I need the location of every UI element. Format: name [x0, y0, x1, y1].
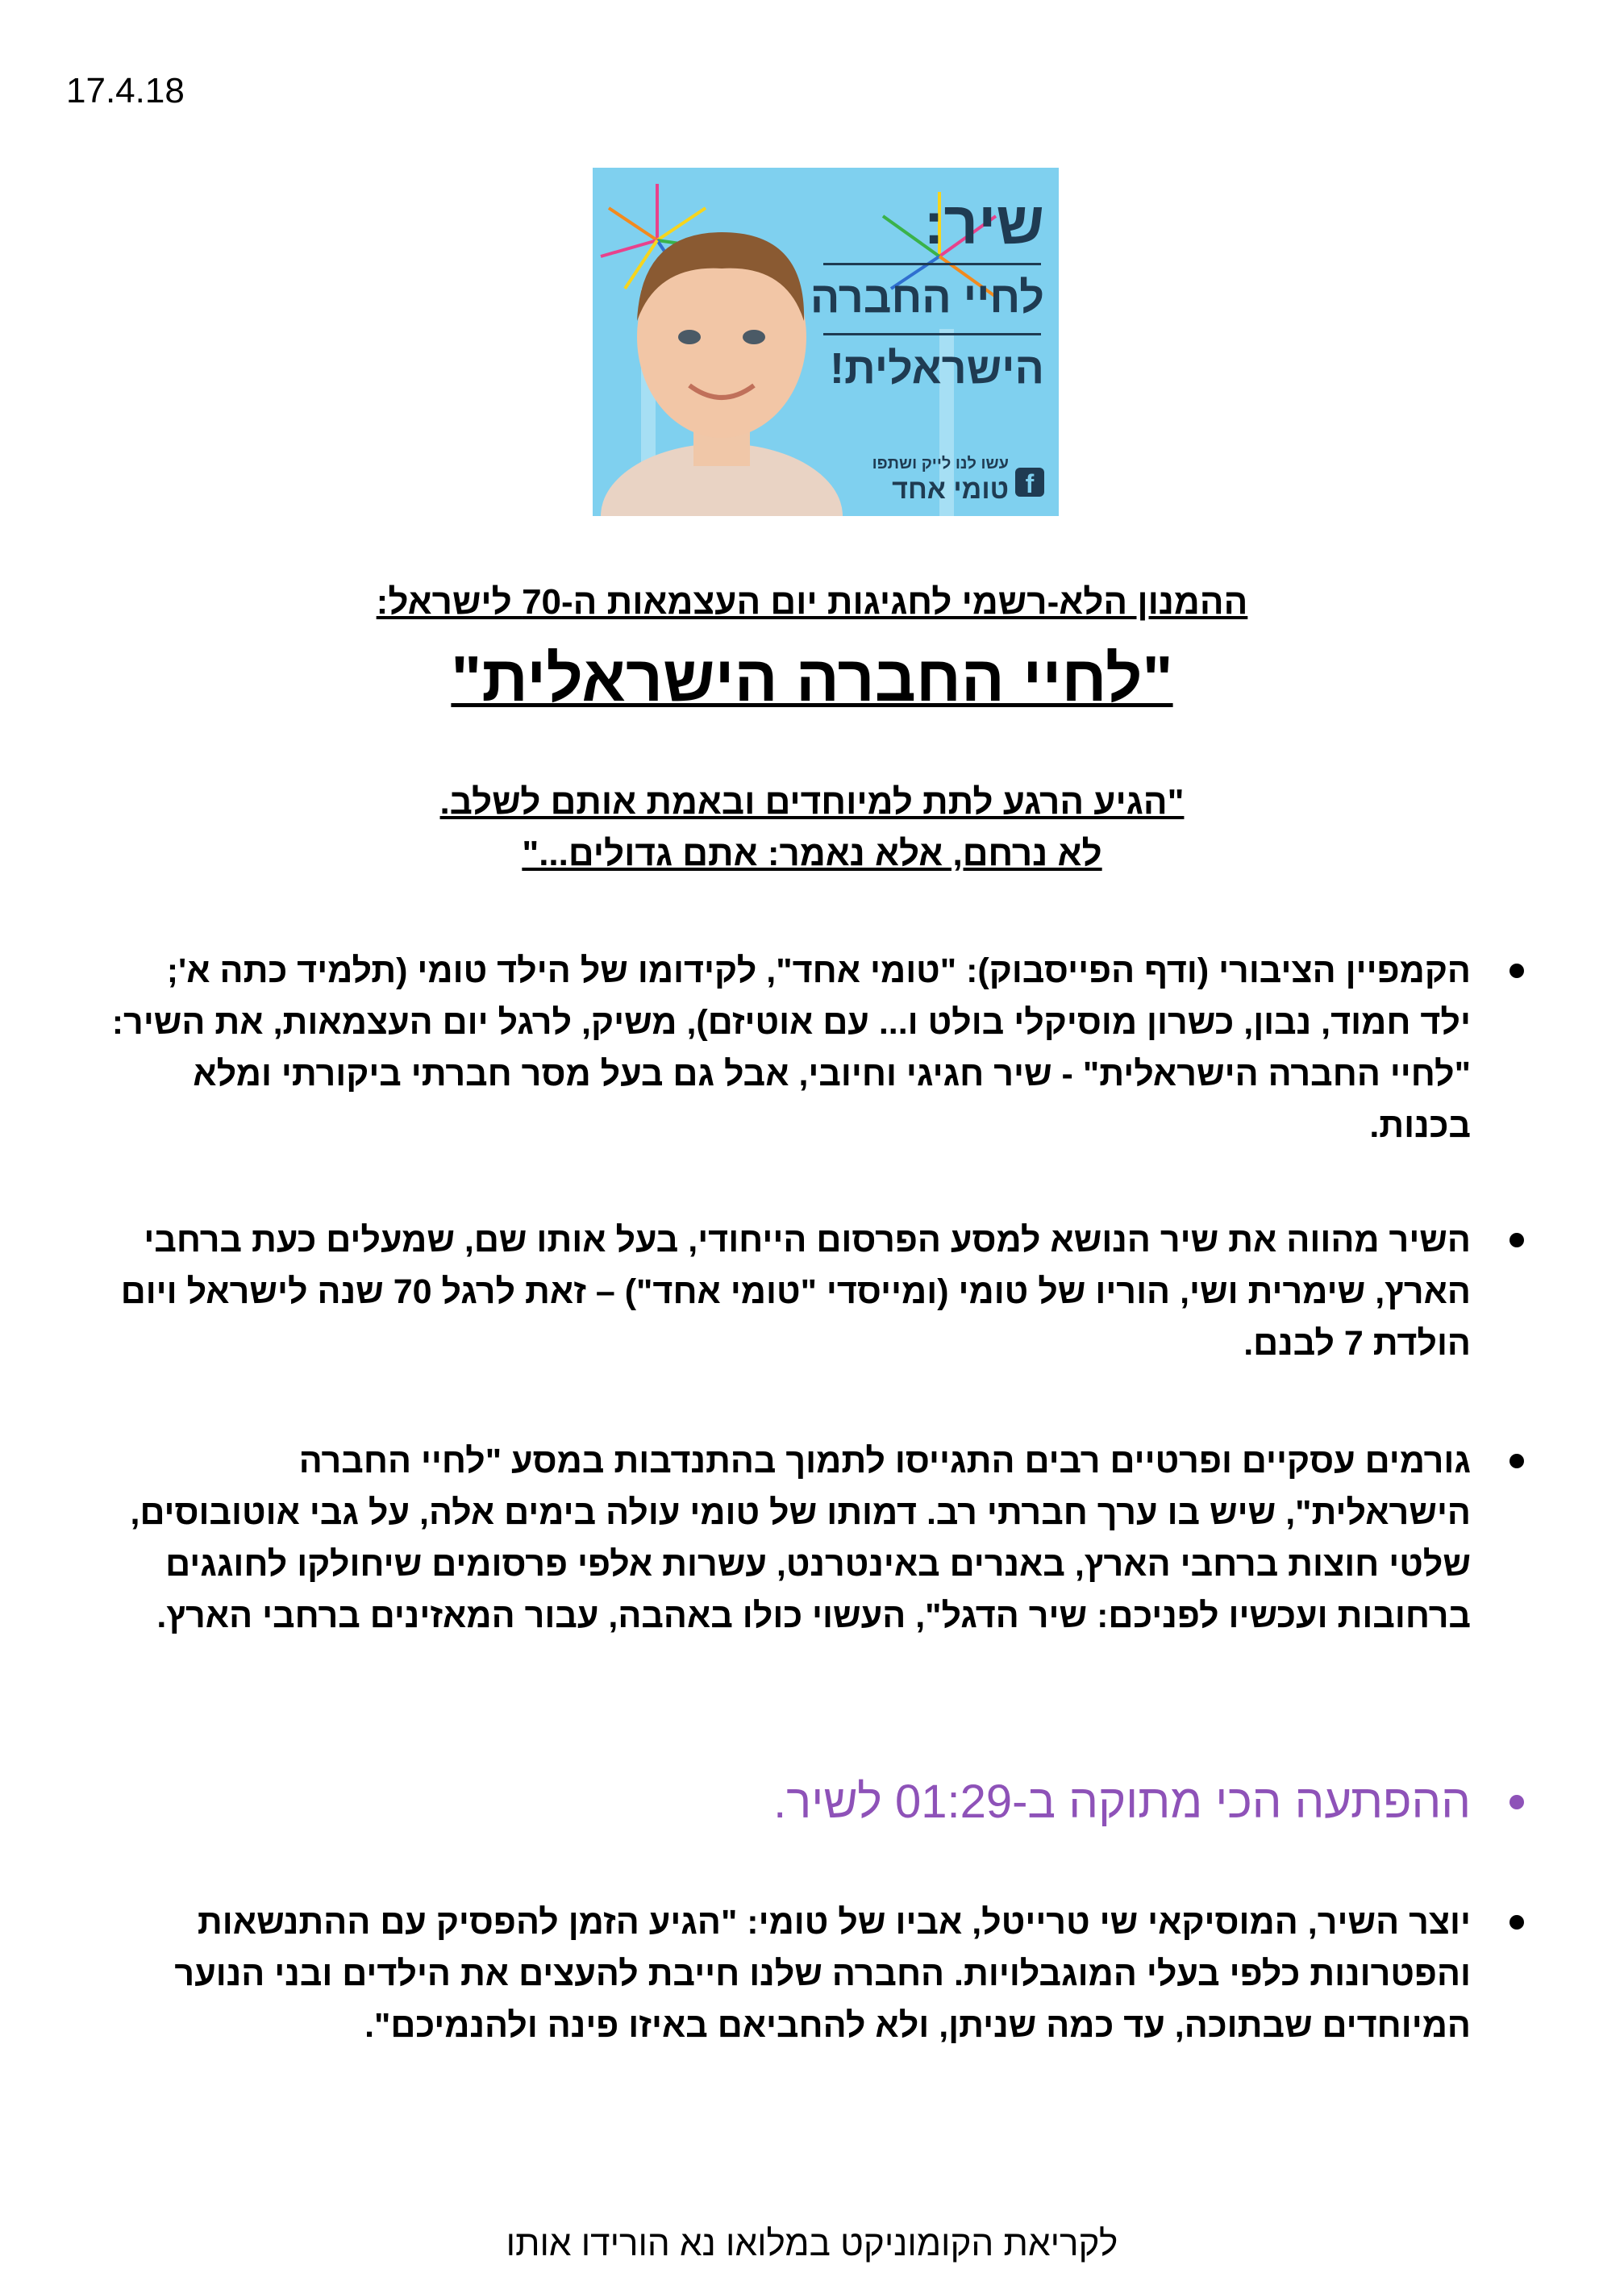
- bullet-dot: [1509, 1454, 1524, 1468]
- poster-brand: טומי אחד: [892, 474, 1009, 505]
- bullet-text: יוצר השיר, המוסיקאי שי טרייטל, אביו של טומי: "הגיע הזמן להפסיק עם ההתנשאות והפטרונות כלפי בעלי המוגבלויות. החברה שלנו חייבת להעצים את הילדים ובני הנוער המיוחדים שבתוכה, עד כמה שניתן, ולא להחביאם באיזו פינה ולהנמיכם".: [174, 1903, 1471, 2045]
- poster-divider: [823, 263, 1041, 265]
- campaign-poster: [593, 168, 1059, 516]
- bullet-text: ההפתעה הכי מתוקה ב-01:29 לשיר.: [773, 1776, 1471, 1828]
- poster-small-text: עשו לנו לייק ושתפו: [872, 455, 1009, 473]
- bullet-text: השיר מהווה את שיר הנושא למסע הפרסום הייחודי, בעל אותו שם, שמעלים כעת ברחבי הארץ, שימרית ושי, הוריו של טומי (ומייסדי "טומי אחד") – זאת לרגל 70 שנה לישראל ויום הולדת 7 לבנם.: [120, 1221, 1471, 1363]
- poster-divider: [823, 333, 1041, 335]
- document-subtitle: ההמנון הלא-רשמי לחגיגות יום העצמאות ה-70 לישראל:: [376, 582, 1248, 622]
- quote-line-1: "הגיע הרגע לתת למיוחדים ובאמת אותם לשלב.: [439, 782, 1185, 822]
- bullet-dot: [1509, 1915, 1524, 1930]
- bullet-text: הקמפיין הציבורי (ודף הפייסבוק): "טומי אחד", לקידומו של הילד טומי (תלמיד כתה א'; ילד חמוד, נבון, כשרון מוסיקלי בולט ו... עם אוטיזם), משיק, לרגל יום העצמאות, את השיר: "לחיי החברה הישראלית" - שיר חגיגי וחיובי, אבל גם בעל מסר חברתי ביקורתי ומלא בכנות.: [111, 951, 1471, 1145]
- poster-title-line1: שיר:: [923, 189, 1044, 256]
- bullet-dot: [1509, 964, 1524, 978]
- quote-line-2: לא נרחם, אלא נאמר: אתם גדולים...": [522, 834, 1102, 873]
- document-title: "לחיי החברה הישראלית": [451, 643, 1173, 714]
- bullet-dot: [1509, 1795, 1524, 1809]
- poster-title-line2: לחיי החברה: [810, 273, 1044, 322]
- document-date: 17.4.18: [66, 71, 185, 110]
- bullet-dot: [1509, 1233, 1524, 1247]
- footer-text: לקריאת הקומוניקט במלואו נא הורידו אותו: [506, 2224, 1118, 2263]
- facebook-icon: f: [1015, 468, 1044, 497]
- poster-title-line3: הישראלית!: [830, 344, 1044, 393]
- bullet-text: גורמים עסקיים ופרטיים רבים התגייסו לתמוך בהתנדבות במסע "לחיי החברה הישראלית", שיש בו ערך חברתי רב. דמותו של טומי עולה בימים אלה, על גבי אוטובוסים, שלטי חוצות ברחבי הארץ, באנרים באינטרנט, עשרות אלפי פרסומים שיחולקו לחוגגים ברחובות ועכשיו לפניכם: שיר הדגל", העשוי כולו באהבה, עבור המאזינים ברחבי הארץ.: [130, 1442, 1471, 1635]
